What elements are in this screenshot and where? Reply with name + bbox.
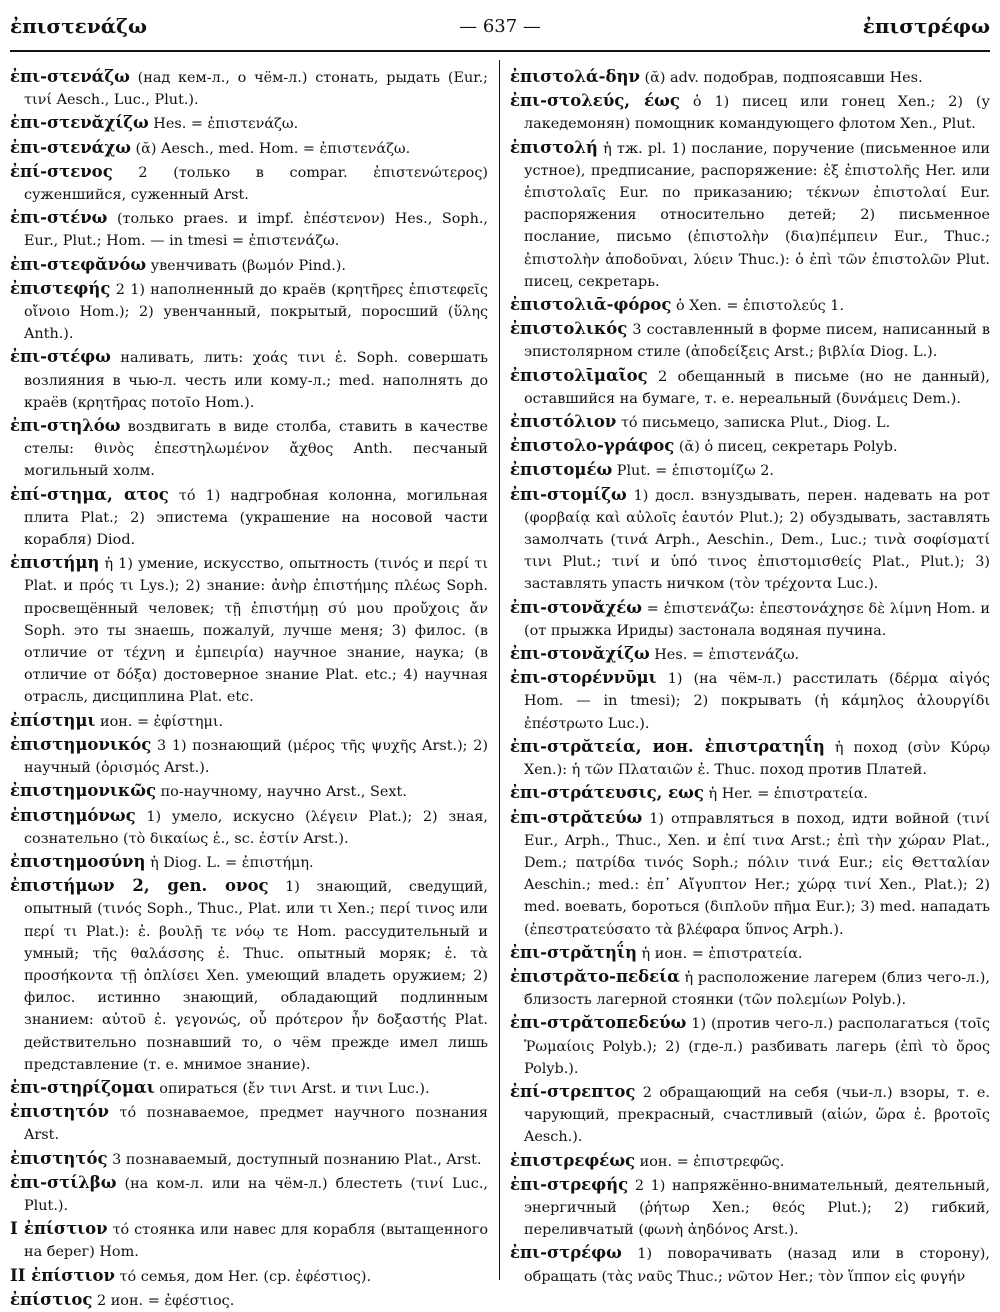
entry-headword: ἐπι-στολεύς, έως — [510, 91, 680, 111]
entry-headword: ἐπι-στράτευσις, εως — [510, 783, 704, 803]
dictionary-entry — [510, 365, 990, 410]
entry-headword: ἐπιστολο-γράφος — [510, 436, 675, 456]
entry-definition: (над кем-л., о чём-л.) стонать, рыдать (Eur.; τινί Aesch., Luc., Plut.). — [24, 70, 488, 109]
dictionary-entry — [10, 552, 488, 708]
entry-definition: ἡ 1) умение, искусство, опытность (τινός и περί τι Plat. и πρός τι Lys.); 2) знание: ἀνὴρ ἐπιστήμης πλέως Soph. просвещённый человек; τῇ ἐπιστήμῃ σύ μου προὔχοις ἄν Soph. это ты знаешь, пожалуй, лучше меня; 3) филос. (в отличие от τέχνη и ἐμπειρία) научное знание, наука; (в отличие от δόξα) достоверное знание Plat. etc.; 4) научная отрасль, дисциплина Plat. etc. — [24, 556, 488, 706]
entry-definition: ἡ поход (σὺν Κύρῳ Xen.): ἡ τῶν Πλαταιῶν ἐ. Thuc. поход против Платей. — [524, 739, 990, 779]
entry-definition: τό семья, дом Her. (ср. ἐφέστιος). — [114, 1268, 372, 1285]
entry-definition: 2 обращающий на себя (чьи-л.) взоры, т. е. чарующий, прекрасный, счастливый (αἰών, ὥρα ἐ. βροτοῖς Aesch.). — [524, 1084, 990, 1146]
entry-headword: ἐπιστεφής — [10, 278, 111, 298]
entry-definition: ἡ Diog. L. = ἐπιστήμη. — [145, 854, 314, 871]
entry-headword: ἐπι-στέφω — [10, 347, 111, 367]
left-column — [10, 66, 488, 1309]
dictionary-entry — [510, 411, 990, 434]
entry-headword: ἐπιστήμη — [10, 553, 100, 573]
entry-definition: 2 (только в compar. ἐπιστενώτερος) суженшийся, суженный Arst. — [24, 164, 488, 204]
dictionary-entry — [510, 643, 990, 666]
entry-headword: ἐπιστημονικός — [10, 734, 152, 754]
entry-definition: 3 познаваемый, доступный познанию Plat., Arst. — [107, 1151, 482, 1168]
entry-headword: ἐπιστητόν — [10, 1102, 109, 1122]
entry-definition: τό 1) надгробная колонна, могильная плита Plat.; 2) эпистема (украшение на носовой части корабля) Diod. — [24, 487, 488, 549]
dictionary-entry — [510, 435, 990, 458]
dictionary-entry — [10, 780, 488, 803]
entry-definition: наливать, лить: χοάς τινι ἐ. Soph. совершать возлияния в чью-л. честь или кому-л.; med. наполнять до краёв (κρητῆρας ποτοῖο Hom.). — [24, 350, 488, 411]
entry-headword: ἐπι-στρᾰτηΐη — [510, 942, 637, 962]
dictionary-entry — [510, 137, 990, 293]
entry-headword: ἐπι-στεφᾰνόω — [10, 254, 147, 274]
dictionary-entry — [510, 318, 990, 363]
dictionary-entry — [10, 805, 488, 850]
entry-definition: 2 1) наполненный до краёв (κρητῆρες ἐπιστεφεῖς οἴνοιο Hom.); 2) увенчанный, покрытый, поросший (ὕλης Anth.). — [24, 281, 488, 343]
dictionary-entry — [10, 875, 488, 1076]
entry-definition: 2 1) напряжённо-внимательный, деятельный, энергичный (ῥήτωρ Xen.; θεός Plut.); 2) гибкий, переливчатый (φωνὴ ἀηδόνος Arst.). — [524, 1177, 990, 1239]
dictionary-entry — [510, 942, 990, 965]
dictionary-entry — [10, 137, 488, 160]
entry-definition: ион. = ἐπιστρεφῶς. — [635, 1153, 785, 1170]
dictionary-entry — [10, 1101, 488, 1146]
entry-definition: Plut. = ἐπιστομίζω 2. — [612, 463, 774, 480]
entry-headword: ἐπί-στημα, ατος — [10, 484, 169, 504]
entry-headword: ἐπιστημοσύνη — [10, 851, 146, 871]
dictionary-entry — [10, 1148, 488, 1171]
entry-definition: τό стоянка или навес для корабля (вытащенного на берег) Hom. — [24, 1222, 488, 1261]
entry-headword: ἐπιστολῑμαῖος — [510, 365, 648, 385]
entry-definition: 1) (против чего-л.) располагаться (τοῖς Ῥωμαίοις Polyb.); 2) (где-л.) разбивать лагерь (ἐπὶ τὸ ὄρος Polyb.). — [524, 1016, 990, 1077]
entry-headword: ἐπι-στενᾰχίζω — [10, 113, 149, 133]
entry-definition: (только praes. и impf. ἐπέστενον) Hes., Soph., Eur., Plut.; Hom. — in tmesi = ἐπιστενάζω. — [24, 211, 488, 250]
entry-definition: 1) (на чём-л.) расстилать (δέρμα αἰγός Hom. — in tmesi); 2) покрывать (ἡ κάμηλος ἁλουργίδι ἐπέστρωτο Luc.). — [524, 671, 990, 732]
dictionary-entry — [510, 667, 990, 735]
entry-headword: ἐπι-στηρίζομαι — [10, 1077, 155, 1097]
entry-headword: ἐπι-στορέννῡμι — [510, 668, 657, 688]
entry-headword: ἐπί-στρεπτος — [510, 1081, 636, 1101]
dictionary-entry — [10, 207, 488, 252]
entry-definition: (на ком-л. или на чём-л.) блестеть (τινί Luc., Plut.). — [24, 1175, 488, 1214]
entry-definition: 3 составленный в форме писем, написанный в эпистолярном стиле (ἀποδείξεις Arst.; βιβλία Diog. L.). — [524, 322, 990, 361]
entry-headword: ἐπι-στονᾰχίζω — [510, 644, 650, 664]
entry-headword: ἐπι-στίλβω — [10, 1172, 117, 1192]
dictionary-entry — [510, 807, 990, 941]
entry-headword: ἐπι-στρᾰτεύω — [510, 807, 643, 827]
entry-headword: ἐπι-στένω — [10, 208, 108, 228]
entry-definition: 2 ион. = ἐφέστιος. — [92, 1292, 235, 1309]
entry-definition: по-научному, научно Arst., Sext. — [156, 784, 407, 801]
entry-definition: τό познаваемое, предмет научного познания Arst. — [24, 1105, 488, 1144]
header-right-guide-word: ἐπιστρέφω — [862, 14, 990, 38]
dictionary-entry — [10, 346, 488, 414]
entry-definition: 2 обещанный в письме (но не данный), оставшийся на бумаге, т. е. нереальный (δυνάμεις Dem.). — [524, 368, 990, 407]
entry-definition: увенчивать (βωμόν Pind.). — [146, 257, 346, 274]
entry-definition: (ᾰ) ὁ писец, секретарь Polyb. — [674, 439, 898, 456]
dictionary-entry — [10, 851, 488, 874]
entry-definition: 1) знающий, сведущий, опытный (τινός Soph., Thuc., Plat. или τι Xen.; περί τινος или περί τι Plat.): ἐ. βουλῇ τε νόῳ τε Hom. рассудительный и умный; τῆς θαλάσσης ἐ. Thuc. опытный моряк; ἐ. τὰ προσήκοντα τῇ ὁπλίσει Xen. умеющий владеть оружием; 2) филос. истинно знающий, обладающий подлинным знанием: αὐτοῦ ἐ. γεγονώς, οὗ πρότερον ἦν δοξαστής Plat. действительно познавший то, о чём прежде имел лишь представление (т. е. мнимое знание). — [24, 879, 488, 1073]
entry-definition: 1) поворачивать (назад или в сторону), обращать (τὰς ναῦς Thuc.; νῶτον Her.; τὸν ἵππον εἰς φυγήν — [524, 1246, 990, 1285]
dictionary-entry — [10, 112, 488, 135]
entry-headword: ἐπιστόλιον — [510, 412, 617, 432]
dictionary-entry — [510, 459, 990, 482]
entry-definition: ион. = ἐφίστημι. — [95, 713, 224, 730]
entry-headword: ἐπι-στρεφής — [510, 1174, 629, 1194]
entry-headword: ἐπίστιος — [10, 1289, 93, 1309]
dictionary-entry — [10, 254, 488, 277]
dictionary-entry — [10, 161, 488, 206]
dictionary-entry — [510, 1174, 990, 1242]
dictionary-entry — [10, 1265, 488, 1288]
entry-definition: (ᾰ) Aesch., med. Hom. = ἐπιστενάζω. — [130, 140, 411, 157]
header-rule — [10, 50, 990, 52]
entry-definition: ἡ расположение лагерем (близ чего-л.), близость лагерной стоянки (τῶν πολεμίων Polyb.). — [524, 969, 990, 1009]
entry-headword: ἐπι-στονᾰχέω — [510, 597, 642, 617]
entry-definition: 1) досл. взнуздывать, перен. надевать на рот (φορβαίᾳ καὶ αὐλοῖς ἑαυτόν Plut.); 2) обуздывать, заставлять замолчать (τινά Arph., Aeschin., Dem., Luc.; τινὰ σοφίσματί τινι Plut.; τινί и ὑπό τινος ἐπιστομισθείς Plat., Plut.); 3) заставлять упасть ничком (τὸν τρέχοντα Luc.). — [524, 487, 990, 593]
right-column — [510, 66, 990, 1285]
entry-headword: ἐπι-στρέφω — [510, 1243, 622, 1263]
entry-headword: ἐπιστημονικῶς — [10, 781, 156, 801]
dictionary-entry — [10, 1289, 488, 1312]
entry-definition: 1) отправляться в поход, идти войной (τινί Eur., Arph., Thuc., Xen. и ἐπί τινα Arst.; ἐπὶ τὴν χώραν Plat., Dem.; πατρίδα τινός Soph.; πόλιν τινά Eur.; εἰς Θετταλίαν Aeschin.; med.: ἐπ᾽ Αἴγυπτον Her.; χώρᾳ τινί Xen., Plat.); 2) med. воевать, бороться (διπλοῦν πῆμα Eur.); 3) med. нападать (ἐπεστρατεύσατο τὰ βλέφαρα ὕπνος Arph.). — [524, 810, 990, 938]
dictionary-entry — [10, 1218, 488, 1263]
page-header — [10, 14, 990, 44]
dictionary-entry — [510, 597, 990, 642]
entry-headword: ἐπιστρεφέως — [510, 1150, 636, 1170]
dictionary-entry — [510, 66, 990, 89]
dictionary-entry — [10, 66, 488, 111]
dictionary-entry — [10, 278, 488, 346]
dictionary-entry — [10, 415, 488, 483]
entry-headword: ἐπι-στηλόω — [10, 416, 121, 436]
entry-headword: ἐπι-στρᾰτοπεδεύω — [510, 1013, 687, 1033]
entry-definition: τό письмецо, записка Plut., Diog. L. — [616, 415, 891, 432]
dictionary-entry — [10, 1172, 488, 1217]
dictionary-entry — [510, 1081, 990, 1149]
dictionary-entry — [510, 966, 990, 1011]
entry-headword: ἐπιστημόνως — [10, 805, 136, 825]
header-left-guide-word: ἐπιστενάζω — [10, 14, 147, 38]
entry-definition: (ᾰ) adv. подобрав, подпоясавши Hes. — [639, 70, 923, 86]
dictionary-entry — [510, 1012, 990, 1080]
entry-definition: 3 1) познающий (μέρος τῆς ψυχῆς Arst.); 2) научный (ὁρισμός Arst.). — [24, 737, 488, 777]
entry-headword: ἐπιστρᾰτο-πεδεία — [510, 966, 680, 986]
entry-definition: воздвигать в виде столба, ставить в качестве стелы: θινὸς ἐπεστηλωμένον ἄχθος Anth. песчаный могильный холм. — [24, 419, 488, 480]
entry-headword: ἐπι-στομίζω — [510, 484, 627, 504]
entry-headword: ἐπιστολή — [510, 137, 598, 157]
dictionary-entry — [10, 484, 488, 552]
entry-definition: ἡ ион. = ἐπιστρατεία. — [636, 945, 803, 962]
entry-headword: ἐπι-στρᾰτεία, ион. ἐπιστρατηΐη — [510, 736, 825, 756]
entry-headword: ἐπιστολιᾱ-φόρος — [510, 295, 672, 315]
dictionary-entry — [510, 90, 990, 135]
entry-headword: ἐπιστητός — [10, 1148, 108, 1168]
dictionary-entry — [510, 1242, 990, 1287]
page-number: — 637 — — [459, 16, 541, 37]
entry-definition: ἡ Her. = ἐπιστρατεία. — [703, 786, 868, 803]
entry-definition: ὁ 1) писец или гонец Xen.; 2) (у лакедемонян) помощник командующего флотом Xen., Plut. — [524, 94, 990, 133]
entry-definition: опираться (ἔν τινι Arst. и τινι Luc.). — [154, 1080, 430, 1097]
entry-headword: ἐπι-στενάχω — [10, 137, 131, 157]
dictionary-entry — [510, 1150, 990, 1173]
dictionary-entry — [10, 1077, 488, 1100]
entry-headword: I ἐπίστιον — [10, 1219, 108, 1239]
column-divider — [499, 60, 500, 1280]
entry-definition: ὁ Xen. = ἐπιστολεύς 1. — [671, 298, 845, 315]
entry-definition: 1) умело, искусно (λέγειν Plat.); 2) зная, сознательно (τὸ δικαίως ἐ., sc. ἐστίν Arst.). — [24, 808, 488, 847]
entry-headword: ἐπιστολικός — [510, 319, 628, 339]
entry-headword: ἐπι-στενάζω — [10, 67, 130, 86]
dictionary-entry — [510, 736, 990, 781]
entry-headword: II ἐπίστιον — [10, 1265, 115, 1285]
entry-definition: Hes. = ἐπιστενάζω. — [649, 647, 800, 664]
entry-definition: ἡ тж. pl. 1) послание, поручение (письменное или устное), предписание, распоряжение: ἐξ ἐπιστολῆς Her. или ἐπιστολαῖς Eur. по приказанию; τέκνων ἐπιστολαί Eur. распоряжения относительно детей; 2) письменное послание, письмо (ἐπιστολὴν (δια)πέμπειν Eur., Thuc.; ἐπιστολὴν ἀποδοῦναι, λύειν Thuc.): ὁ ἐπὶ τῶν ἐπιστολῶν Plut. писец, секретарь. — [524, 140, 990, 290]
entry-definition: = ἐπιστενάζω: ἐπεστονάχησε δὲ λίμνη Hom. и (от прыжка Ириды) застонала водяная пучина. — [524, 600, 990, 639]
entry-headword: ἐπίστημι — [10, 710, 96, 730]
entry-headword: ἐπιστομέω — [510, 460, 613, 480]
dictionary-entry — [510, 294, 990, 317]
dictionary-entry — [510, 484, 990, 596]
entry-headword: ἐπιστολά-δην — [510, 67, 640, 86]
entry-definition: Hes. = ἐπιστενάζω. — [148, 116, 299, 133]
entry-headword: ἐπιστήμων 2, gen. ονος — [10, 876, 269, 896]
dictionary-entry — [510, 782, 990, 805]
dictionary-entry — [10, 710, 488, 733]
dictionary-entry — [10, 734, 488, 779]
entry-headword: ἐπί-στενος — [10, 161, 113, 181]
